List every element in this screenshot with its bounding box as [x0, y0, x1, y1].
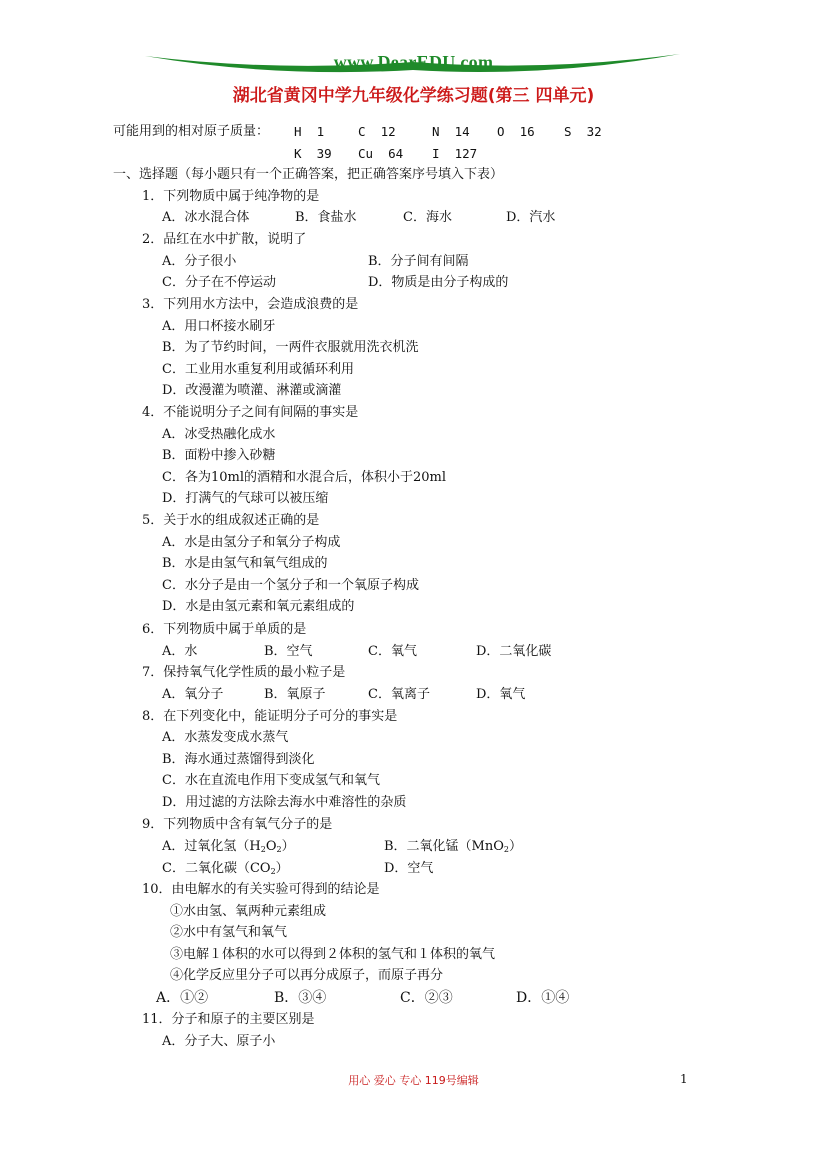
option-b: B．水是由氢气和氧气组成的	[162, 556, 328, 571]
option-b: B．分子间有间隔	[368, 254, 469, 269]
question-stem: 9．下列物质中含有氧气分子的是	[142, 817, 333, 832]
option-a: A．冰受热融化成水	[162, 427, 276, 442]
option-a: A．分子大、原子小	[162, 1034, 276, 1049]
section-heading: 一、选择题（每小题只有一个正确答案，把正确答案序号填入下表）	[113, 167, 504, 182]
mass-i: I 127	[432, 146, 478, 161]
site-name: www.DearEDU.com	[333, 52, 494, 72]
question-stem: 2．品红在水中扩散，说明了	[142, 232, 307, 247]
option-c: C．水分子是由一个氢分子和一个氧原子构成	[162, 578, 419, 593]
atomic-mass-label: 可能用到的相对原子质量：	[113, 124, 270, 139]
option-d: D．二氧化碳	[476, 644, 552, 659]
option-d: D．空气	[384, 861, 434, 876]
page-number: 1	[680, 1072, 688, 1086]
option-a: A．分子很小	[162, 254, 237, 269]
option-b: B．二氧化锰（MnO$_2$）	[384, 839, 523, 854]
mass-c: C 12	[358, 124, 396, 139]
option-c: C．氧气	[368, 644, 417, 659]
option-a: A．氧分子	[162, 687, 224, 702]
option-a: A．水是由氢分子和氧分子构成	[162, 535, 341, 550]
mass-k: K 39	[294, 146, 332, 161]
question-stem: 8．在下列变化中，能证明分子可分的事实是	[142, 709, 398, 724]
option-d: D．氧气	[476, 687, 526, 702]
question-stem: 1．下列物质中属于纯净物的是	[142, 189, 320, 204]
option-d: D．改漫灌为喷灌、淋灌或滴灌	[162, 383, 342, 398]
option-b: B．为了节约时间，一两件衣服就用洗衣机洗	[162, 340, 419, 355]
option-d: D．①④	[516, 990, 570, 1006]
option-c: C．氧离子	[368, 687, 430, 702]
statement: ②水中有氢气和氧气	[170, 925, 288, 940]
option-b: B．空气	[264, 644, 313, 659]
option-a: A．①②	[156, 990, 209, 1006]
option-c: C．二氧化碳$(CO_2)$	[162, 861, 289, 876]
question-stem: 6．下列物质中属于单质的是	[142, 622, 307, 637]
option-d: D．物质是由分子构成的	[368, 275, 509, 290]
option-a: A．水	[162, 644, 198, 659]
document-title: 湖北省黄冈中学九年级化学练习题(第三 四单元)	[232, 86, 595, 106]
option-c: C．水在直流电作用下变成氢气和氧气	[162, 773, 380, 788]
option-d: D．汽水	[506, 210, 556, 225]
mass-s: S 32	[564, 124, 602, 139]
statement: ④化学反应里分子可以再分成原子，而原子再分	[170, 968, 444, 983]
option-c: C．工业用水重复利用或循环利用	[162, 362, 354, 377]
question-stem: 3．下列用水方法中，会造成浪费的是	[142, 297, 359, 312]
statement: ③电解１体积的水可以得到２体积的氢气和１体积的氧气	[170, 947, 496, 962]
footer-text: 用心 爱心 专心 119号编辑	[348, 1074, 479, 1087]
option-d: D．水是由氢元素和氧元素组成的	[162, 599, 355, 614]
option-b: B．面粉中掺入砂糖	[162, 448, 276, 463]
option-d: D．用过滤的方法除去海水中难溶性的杂质	[162, 795, 407, 810]
mass-n: N 14	[432, 124, 470, 139]
option-c: C．各为10ml的酒精和水混合后，体积小于20ml	[162, 470, 447, 485]
option-c: C．②③	[400, 990, 453, 1006]
mass-o: O 16	[497, 124, 535, 139]
question-stem: 5．关于水的组成叙述正确的是	[142, 513, 320, 528]
option-c: C．分子在不停运动	[162, 275, 276, 290]
question-stem: 4．不能说明分子之间有间隔的事实是	[142, 405, 359, 420]
option-a: A．过氧化氢$(H_2O_2)$	[162, 839, 295, 854]
option-b: B．氧原子	[264, 687, 326, 702]
option-c: C．海水	[403, 210, 452, 225]
statement: ①水由氢、氧两种元素组成	[170, 904, 327, 919]
mass-cu: Cu 64	[358, 146, 404, 161]
option-a: A．水蒸发变成水蒸气	[162, 730, 289, 745]
option-b: B．③④	[274, 990, 327, 1006]
mass-h: H 1	[294, 124, 325, 139]
option-d: D．打满气的气球可以被压缩	[162, 491, 329, 506]
question-stem: 7．保持氧气化学性质的最小粒子是	[142, 665, 346, 680]
option-b: B．海水通过蒸馏得到淡化	[162, 752, 315, 767]
option-a: A．冰水混合体	[162, 210, 250, 225]
option-b: B．食盐水	[295, 210, 357, 225]
question-stem: 11．分子和原子的主要区别是	[142, 1012, 315, 1027]
option-a: A．用口杯接水刷牙	[162, 319, 276, 334]
question-stem: 10．由电解水的有关实验可得到的结论是	[142, 882, 380, 897]
